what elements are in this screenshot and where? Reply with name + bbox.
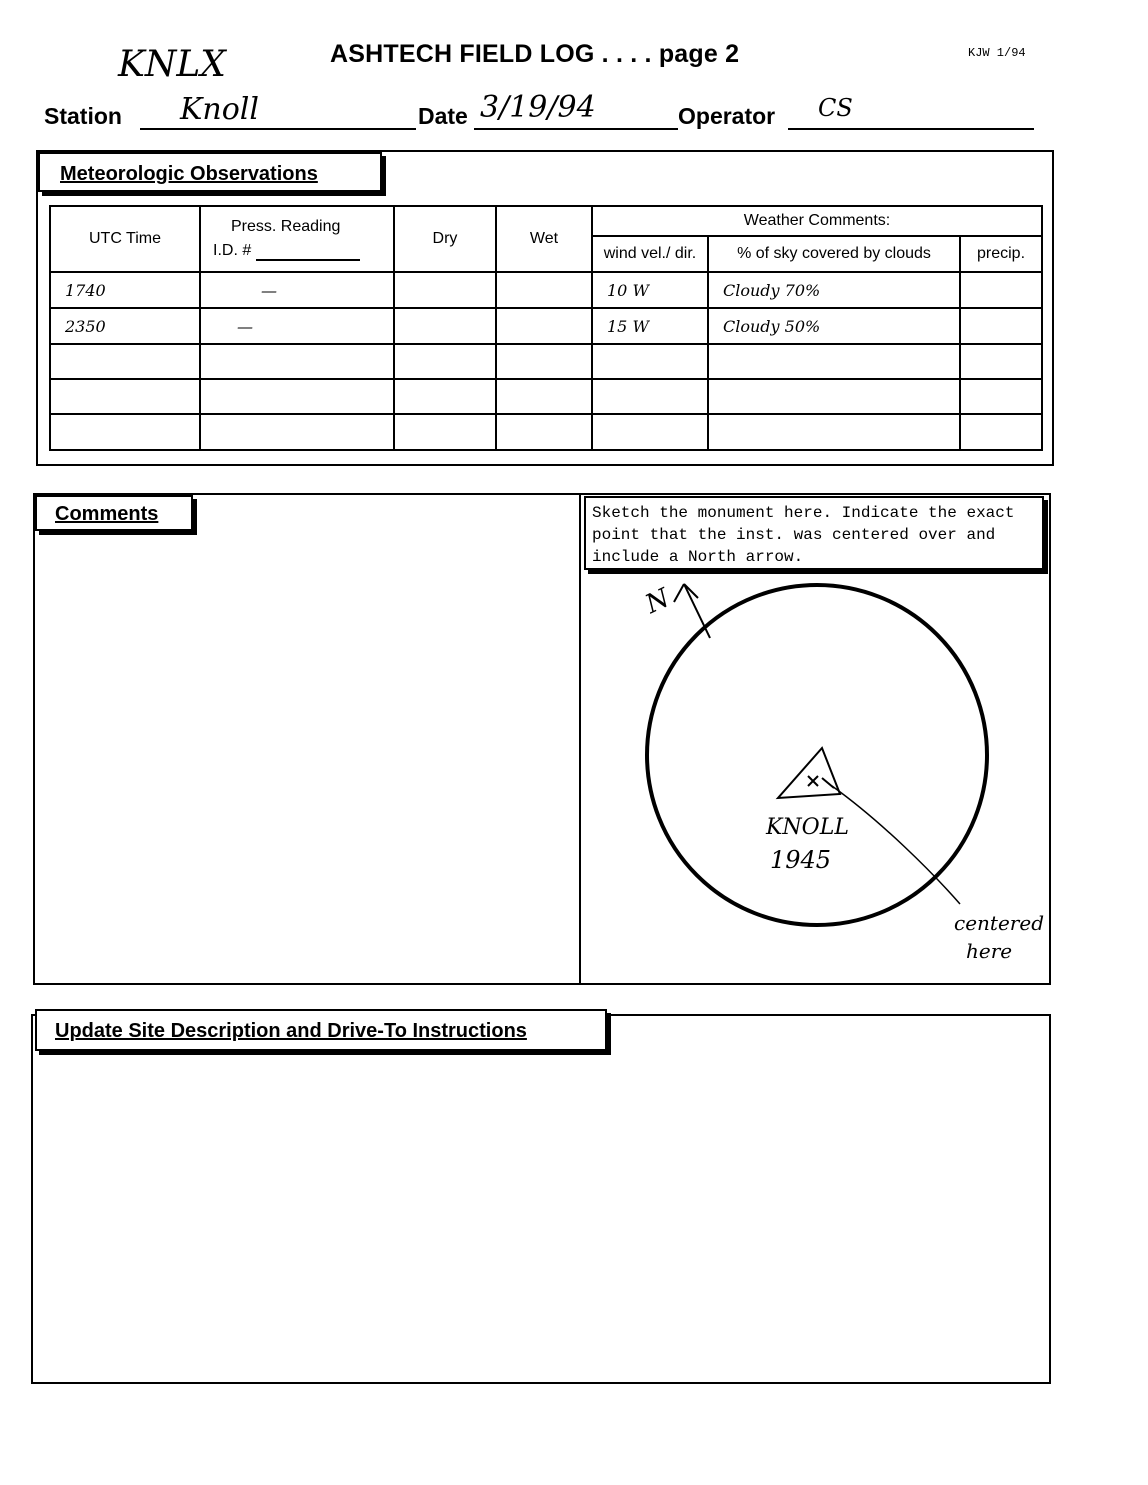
wind-cell bbox=[592, 344, 708, 379]
sky-cell bbox=[708, 344, 960, 379]
dry-cell bbox=[394, 344, 496, 379]
precip-cell bbox=[960, 379, 1042, 414]
operator-label: Operator bbox=[678, 103, 776, 129]
wind-cell: 10 W bbox=[592, 272, 708, 308]
press-cell bbox=[200, 379, 394, 414]
weather-comments-header: Weather Comments: bbox=[592, 206, 1042, 236]
monument-year: 1945 bbox=[770, 846, 832, 874]
wind-cell bbox=[592, 379, 708, 414]
sky-cell bbox=[708, 379, 960, 414]
station-code: KNLX bbox=[118, 44, 226, 85]
station-value: Knoll bbox=[180, 92, 259, 127]
table-row bbox=[50, 344, 1042, 379]
utc-cell bbox=[50, 344, 200, 379]
north-label: N bbox=[641, 583, 675, 620]
date-underline bbox=[474, 128, 678, 130]
monument-sketch bbox=[582, 572, 1048, 982]
update-title: Update Site Description and Drive-To Instructions bbox=[35, 1009, 607, 1051]
precip-cell bbox=[960, 344, 1042, 379]
wind-cell bbox=[592, 414, 708, 450]
press-reading-header bbox=[200, 206, 394, 272]
utc-cell bbox=[50, 379, 200, 414]
precip-cell bbox=[960, 414, 1042, 450]
centered-note-line-1: centered bbox=[954, 911, 1044, 935]
dry-cell bbox=[394, 272, 496, 308]
form-title: ASHTECH FIELD LOG . . . . page 2 bbox=[330, 40, 740, 68]
sky-header: % of sky covered by clouds bbox=[708, 236, 960, 272]
sky-cell bbox=[708, 414, 960, 450]
wind-header: wind vel./ dir. bbox=[592, 236, 708, 272]
wet-cell bbox=[496, 414, 592, 450]
wet-header: Wet bbox=[496, 206, 592, 272]
wet-cell bbox=[496, 308, 592, 344]
wet-cell bbox=[496, 272, 592, 308]
table-row bbox=[50, 308, 1042, 344]
table-row bbox=[50, 379, 1042, 414]
wind-cell: 15 W bbox=[592, 308, 708, 344]
sky-cell: Cloudy 50% bbox=[708, 308, 960, 344]
meteorologic-table bbox=[49, 205, 1043, 451]
update-area[interactable] bbox=[40, 1062, 1040, 1378]
date-value: 3/19/94 bbox=[480, 90, 596, 125]
dry-cell bbox=[394, 308, 496, 344]
press-reading-label: Press. Reading bbox=[231, 218, 341, 235]
wet-cell bbox=[496, 379, 592, 414]
comments-area[interactable] bbox=[40, 540, 574, 980]
sketch-instructions: Sketch the monument here. Indicate the exact point that the inst. was centered over and include a North arrow. bbox=[584, 496, 1044, 570]
form-code: KJW 1/94 bbox=[968, 46, 1026, 60]
precip-header: precip. bbox=[960, 236, 1042, 272]
meteorologic-title: Meteorologic Observations bbox=[38, 152, 382, 192]
date-label: Date bbox=[418, 103, 468, 129]
press-id-underline bbox=[256, 259, 360, 261]
table-row bbox=[50, 272, 1042, 308]
station-underline bbox=[140, 128, 416, 130]
utc-cell: 1740 bbox=[50, 272, 200, 308]
operator-value: CS bbox=[818, 94, 853, 122]
press-id-text: I.D. # bbox=[213, 242, 252, 259]
precip-cell bbox=[960, 308, 1042, 344]
dry-cell bbox=[394, 414, 496, 450]
press-cell: — bbox=[200, 308, 394, 344]
leader-line bbox=[832, 786, 960, 904]
utc-cell: 2350 bbox=[50, 308, 200, 344]
dry-header: Dry bbox=[394, 206, 496, 272]
precip-cell bbox=[960, 272, 1042, 308]
comments-divider bbox=[579, 493, 581, 985]
sky-cell: Cloudy 70% bbox=[708, 272, 960, 308]
table-row bbox=[50, 414, 1042, 450]
centered-note-line-2: here bbox=[966, 939, 1013, 963]
press-cell: — bbox=[200, 272, 394, 308]
comments-title: Comments bbox=[35, 495, 193, 531]
press-cell bbox=[200, 344, 394, 379]
monument-triangle bbox=[778, 748, 840, 798]
utc-time-header: UTC Time bbox=[50, 206, 200, 272]
utc-cell bbox=[50, 414, 200, 450]
operator-underline bbox=[788, 128, 1034, 130]
monument-name: KNOLL bbox=[766, 815, 849, 840]
press-cell bbox=[200, 414, 394, 450]
center-mark bbox=[808, 776, 834, 788]
wet-cell bbox=[496, 344, 592, 379]
station-label: Station bbox=[44, 103, 122, 129]
press-id-label bbox=[213, 239, 393, 263]
dry-cell bbox=[394, 379, 496, 414]
